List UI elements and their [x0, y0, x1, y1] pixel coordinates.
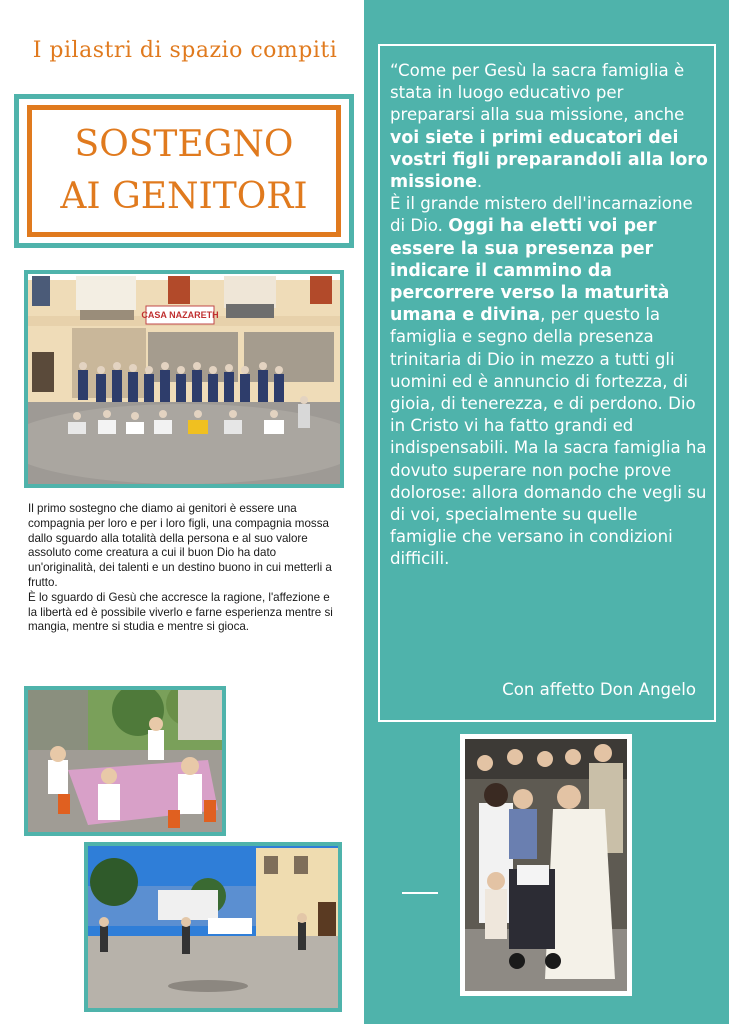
- courtyard-photo-frame: [84, 842, 342, 1012]
- decorative-dash: [402, 892, 438, 894]
- quote-emphasis-2: Oggi ha eletti voi per essere la sua presenza per indicare il cammino da percorrere verso la maturità umana e divina: [390, 216, 670, 326]
- courtyard-photo: [88, 846, 338, 1008]
- quote-segment: , per questo la famiglia e segno della presenza trinitaria di Dio in mezzo a tutti gli uomini ed è annuncio di fortezza, di gioia, di tenerezza, e di perdono. Dio in Cristo vi ha fatto grandi ed indispensabili. Ma la sacra famiglia ha dovuto superare non poche prove dolorose: allora domando che vegli su di voi, specialmente su quelle famiglie che versano in condizioni difficili.: [390, 305, 707, 569]
- blessing-photo: [465, 739, 627, 991]
- body-paragraph-2: È lo sguardo di Gesù che accresce la ragione, l'affezione e la libertà ed è possibile viverlo e farne esperienza mentre si mangia, mentre si studia e mentre si gioca.: [28, 590, 333, 634]
- kicker-title: I pilastri di spazio compiti: [32, 38, 338, 63]
- quote-emphasis-1: voi siete i primi educatori dei vostri figli preparandoli alla loro missione: [390, 127, 708, 193]
- title-line-1: SOSTEGNO: [74, 124, 294, 165]
- table-photo: [28, 690, 222, 832]
- signature: Con affetto Don Angelo: [502, 680, 696, 699]
- group-photo: [28, 274, 340, 484]
- title-box: [14, 94, 354, 248]
- title-line-2: AI GENITORI: [60, 176, 308, 217]
- table-photo-frame: [24, 686, 226, 836]
- quote-segment: È il grande mistero dell'incarnazione di Dio.: [390, 194, 693, 236]
- casa-nazareth-sign: CASA NAZARETH: [141, 310, 219, 320]
- body-text: [28, 502, 336, 635]
- blessing-photo-frame: [460, 734, 632, 996]
- quote-text: [390, 60, 708, 571]
- quote-segment: .: [476, 172, 483, 192]
- quote-segment: “Come per Gesù la sacra famiglia è stata in luogo educativo per prepararsi alla sua missione, anche: [390, 61, 685, 125]
- group-photo-frame: [24, 270, 344, 488]
- body-paragraph-1: Il primo sostegno che diamo ai genitori è essere una compagnia per loro e per i loro figli, una compagnia mossa dallo sguardo alla totalità della persona e al suo valore assoluto come creatura a cui il buon Dio ha dato un'originalità, dei talenti e un destino buono in cui metterli a frutto.: [28, 502, 332, 589]
